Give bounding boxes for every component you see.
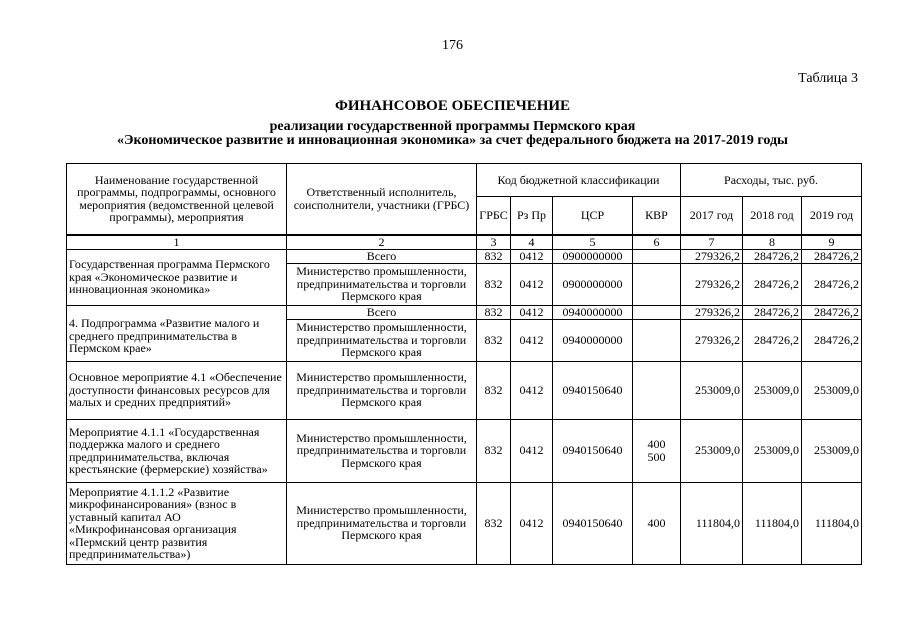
subtitle-line-2: «Экономическое развитие и инновационная экономика» за счет федерального бюджета на 2017-2019 годы (117, 133, 788, 148)
row-csr: 0940000000 (553, 305, 633, 319)
header-executor: Ответственный исполнитель, соисполнители, участники (ГРБС) (287, 164, 477, 235)
column-number: 1 (67, 235, 287, 250)
row-csr: 0940150640 (553, 361, 633, 419)
row-executor: Всего (287, 249, 477, 263)
row-kvr (633, 361, 681, 419)
row-name: 4. Подпрограмма «Развитие малого и среднего предпринимательства в Пермском крае» (67, 305, 287, 361)
row-2019: 284726,2 (802, 319, 862, 361)
row-2018: 111804,0 (743, 482, 802, 564)
header-2017: 2017 год (681, 197, 743, 235)
header-name: Наименование государственной программы, подпрограммы, основного мероприятия (ведомственной целевой программы), мероприятия (67, 164, 287, 235)
header-2019: 2019 год (802, 197, 862, 235)
row-kvr (633, 263, 681, 305)
row-2017: 279326,2 (681, 263, 743, 305)
row-grbs: 832 (477, 305, 511, 319)
row-rzpr: 0412 (511, 249, 553, 263)
row-2017: 279326,2 (681, 249, 743, 263)
row-2019: 284726,2 (802, 249, 862, 263)
row-2018: 284726,2 (743, 305, 802, 319)
row-2019: 253009,0 (802, 361, 862, 419)
row-kvr (633, 305, 681, 319)
row-executor: Министерство промышленности, предпринимательства и торговли Пермского края (287, 319, 477, 361)
financing-table (66, 163, 862, 565)
row-rzpr: 0412 (511, 305, 553, 319)
column-number: 5 (553, 235, 633, 250)
row-name: Государственная программа Пермского края «Экономическое развитие и инновационная экономика» (67, 249, 287, 305)
table-row (67, 482, 862, 564)
row-rzpr: 0412 (511, 319, 553, 361)
column-number: 7 (681, 235, 743, 250)
column-number: 3 (477, 235, 511, 250)
row-2017: 253009,0 (681, 419, 743, 482)
row-grbs: 832 (477, 361, 511, 419)
header-grbs: ГРБС (477, 197, 511, 235)
table-row (67, 361, 862, 419)
row-kvr: 400 500 (633, 419, 681, 482)
header-rzpr: Рз Пр (511, 197, 553, 235)
row-csr: 0900000000 (553, 263, 633, 305)
header-csr: ЦСР (553, 197, 633, 235)
row-name: Мероприятие 4.1.1 «Государственная поддержка малого и среднего предпринимательства, включая крестьянские (фермерские) хозяйства» (67, 419, 287, 482)
column-number: 6 (633, 235, 681, 250)
row-grbs: 832 (477, 263, 511, 305)
row-2017: 279326,2 (681, 319, 743, 361)
header-code-group: Код бюджетной классификации (477, 164, 681, 197)
row-2019: 111804,0 (802, 482, 862, 564)
row-2019: 284726,2 (802, 263, 862, 305)
table-row (67, 305, 862, 319)
document-subtitle (0, 120, 905, 148)
row-2017: 253009,0 (681, 361, 743, 419)
row-rzpr: 0412 (511, 419, 553, 482)
row-2018: 253009,0 (743, 361, 802, 419)
row-grbs: 832 (477, 482, 511, 564)
row-executor: Министерство промышленности, предпринимательства и торговли Пермского края (287, 419, 477, 482)
row-2018: 284726,2 (743, 249, 802, 263)
row-grbs: 832 (477, 419, 511, 482)
table-row (67, 419, 862, 482)
row-grbs: 832 (477, 249, 511, 263)
subtitle-line-1: реализации государственной программы Пермского края (269, 119, 636, 134)
row-executor: Всего (287, 305, 477, 319)
row-executor: Министерство промышленности, предпринимательства и торговли Пермского края (287, 482, 477, 564)
column-numbers-row (67, 235, 862, 250)
row-2019: 284726,2 (802, 305, 862, 319)
header-costs-group: Расходы, тыс. руб. (681, 164, 862, 197)
table-row (67, 249, 862, 263)
row-kvr: 400 (633, 482, 681, 564)
row-2018: 253009,0 (743, 419, 802, 482)
row-name: Мероприятие 4.1.1.2 «Развитие микрофинансирования» (взнос в уставный капитал АО «Микрофинансовая организация «Пермский центр развития предпринимательства») (67, 482, 287, 564)
table-label: Таблица 3 (798, 71, 858, 86)
row-csr: 0900000000 (553, 249, 633, 263)
header-kvr: КВР (633, 197, 681, 235)
document-title: ФИНАНСОВОЕ ОБЕСПЕЧЕНИЕ (334, 98, 571, 114)
row-csr: 0940150640 (553, 419, 633, 482)
row-kvr (633, 319, 681, 361)
row-rzpr: 0412 (511, 361, 553, 419)
column-number: 4 (511, 235, 553, 250)
row-2017: 111804,0 (681, 482, 743, 564)
row-csr: 0940000000 (553, 319, 633, 361)
row-name: Основное мероприятие 4.1 «Обеспечение доступности финансовых ресурсов для малых и средних предприятий» (67, 361, 287, 419)
column-number: 2 (287, 235, 477, 250)
row-rzpr: 0412 (511, 263, 553, 305)
row-2018: 284726,2 (743, 263, 802, 305)
row-kvr (633, 249, 681, 263)
row-grbs: 832 (477, 319, 511, 361)
row-executor: Министерство промышленности, предпринимательства и торговли Пермского края (287, 263, 477, 305)
row-2017: 279326,2 (681, 305, 743, 319)
header-2018: 2018 год (743, 197, 802, 235)
row-csr: 0940150640 (553, 482, 633, 564)
row-2018: 284726,2 (743, 319, 802, 361)
row-executor: Министерство промышленности, предпринимательства и торговли Пермского края (287, 361, 477, 419)
page-number: 176 (442, 38, 463, 53)
column-number: 8 (743, 235, 802, 250)
row-2019: 253009,0 (802, 419, 862, 482)
column-number: 9 (802, 235, 862, 250)
row-rzpr: 0412 (511, 482, 553, 564)
